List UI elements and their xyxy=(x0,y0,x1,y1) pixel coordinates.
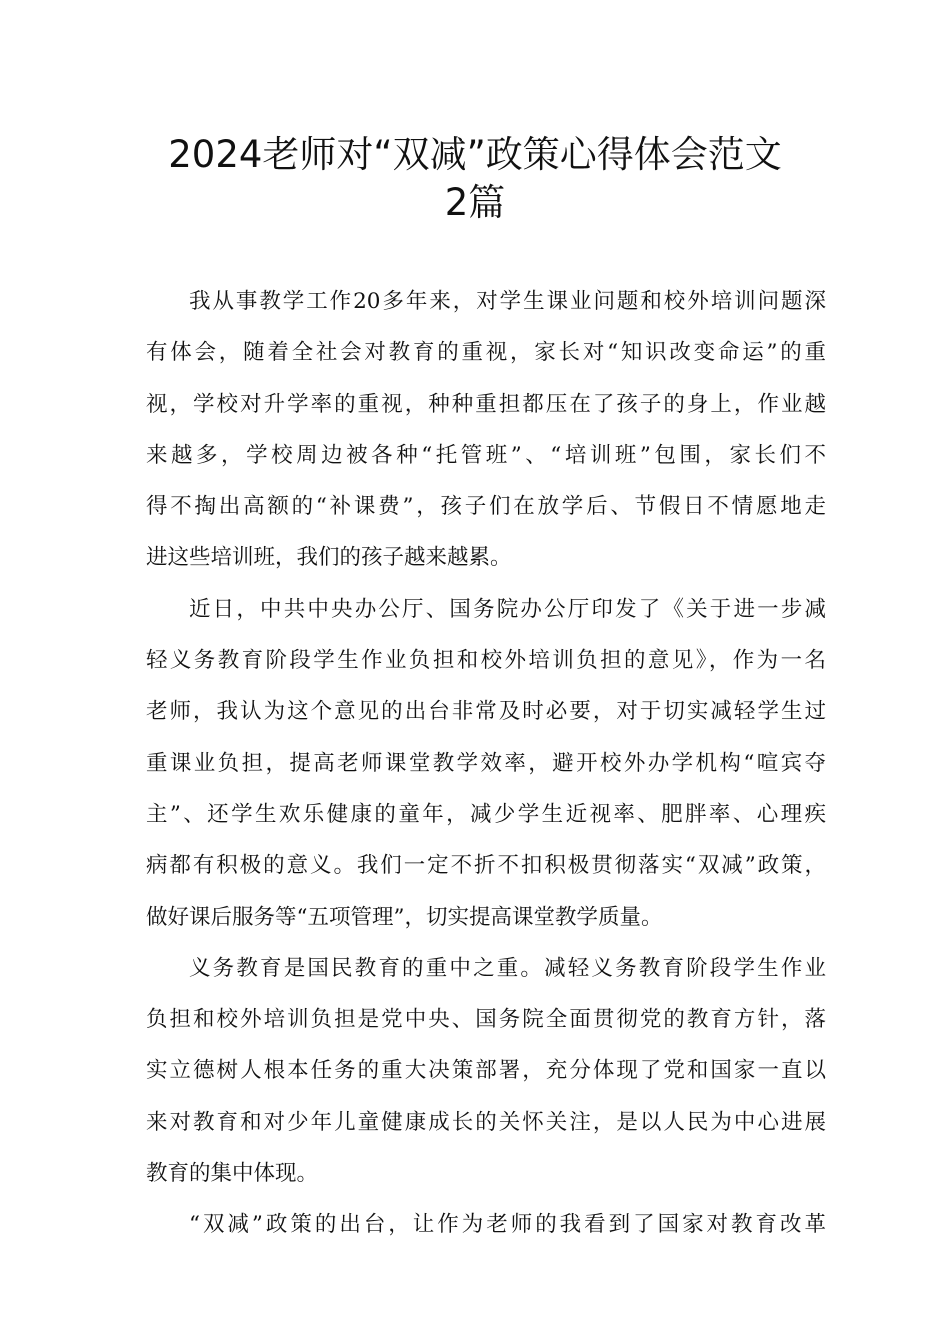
text-line: 轻义务教育阶段学生作业负担和校外培训负担的意见》，作为一名 xyxy=(146,648,826,674)
text-line: 视，学校对升学率的重视，种种重担都压在了孩子的身上，作业越 xyxy=(146,391,826,417)
text-line: 主”、还学生欢乐健康的童年，减少学生近视率、肥胖率、心理疾 xyxy=(146,801,826,827)
text-line: 重课业负担，提高老师课堂教学效率，避开校外办学机构“喧宾夺 xyxy=(146,750,826,776)
text-line: 来对教育和对少年儿童健康成长的关怀关注，是以人民为中心进展 xyxy=(146,1109,826,1135)
text-line: 义务教育是国民教育的重中之重。减轻义务教育阶段学生作业 xyxy=(189,955,826,981)
text-line: 得不掏出高额的“补课费”，孩子们在放学后、节假日不情愿地走 xyxy=(146,494,826,520)
document-body xyxy=(146,280,826,1255)
text-line: 病都有积极的意义。我们一定不折不扣积极贯彻落实“双减”政策， xyxy=(146,853,826,879)
text-line: 近日，中共中央办公厅、国务院办公厅印发了《关于进一步减 xyxy=(189,596,826,622)
document-title-line-2: 2篇 xyxy=(444,181,506,224)
text-line: 有体会，随着全社会对教育的重视，家长对“知识改变命运”的重 xyxy=(146,340,826,366)
text-line: 我从事教学工作20多年来，对学生课业问题和校外培训问题深 xyxy=(189,289,826,314)
text-line: 做好课后服务等“五项管理”，切实提高课堂教学质量。 xyxy=(146,904,663,930)
text-line: 来越多，学校周边被各种“托管班”、“培训班”包围，家长们不 xyxy=(146,442,826,468)
text-line: 负担和校外培训负担是党中央、国务院全面贯彻党的教育方针，落 xyxy=(146,1007,826,1033)
text-line: “双减”政策的出台，让作为老师的我看到了国家对教育改革 xyxy=(189,1212,826,1238)
text-line: 教育的集中体现。 xyxy=(146,1161,319,1187)
document-title-line-1: 2024老师对“双减”政策心得体会范文 xyxy=(168,133,782,176)
text-line: 进这些培训班，我们的孩子越来越累。 xyxy=(146,545,512,571)
text-line: 老师，我认为这个意见的出台非常及时必要，对于切实减轻学生过 xyxy=(146,699,826,725)
text-line: 实立德树人根本任务的重大决策部署，充分体现了党和国家一直以 xyxy=(146,1058,826,1084)
